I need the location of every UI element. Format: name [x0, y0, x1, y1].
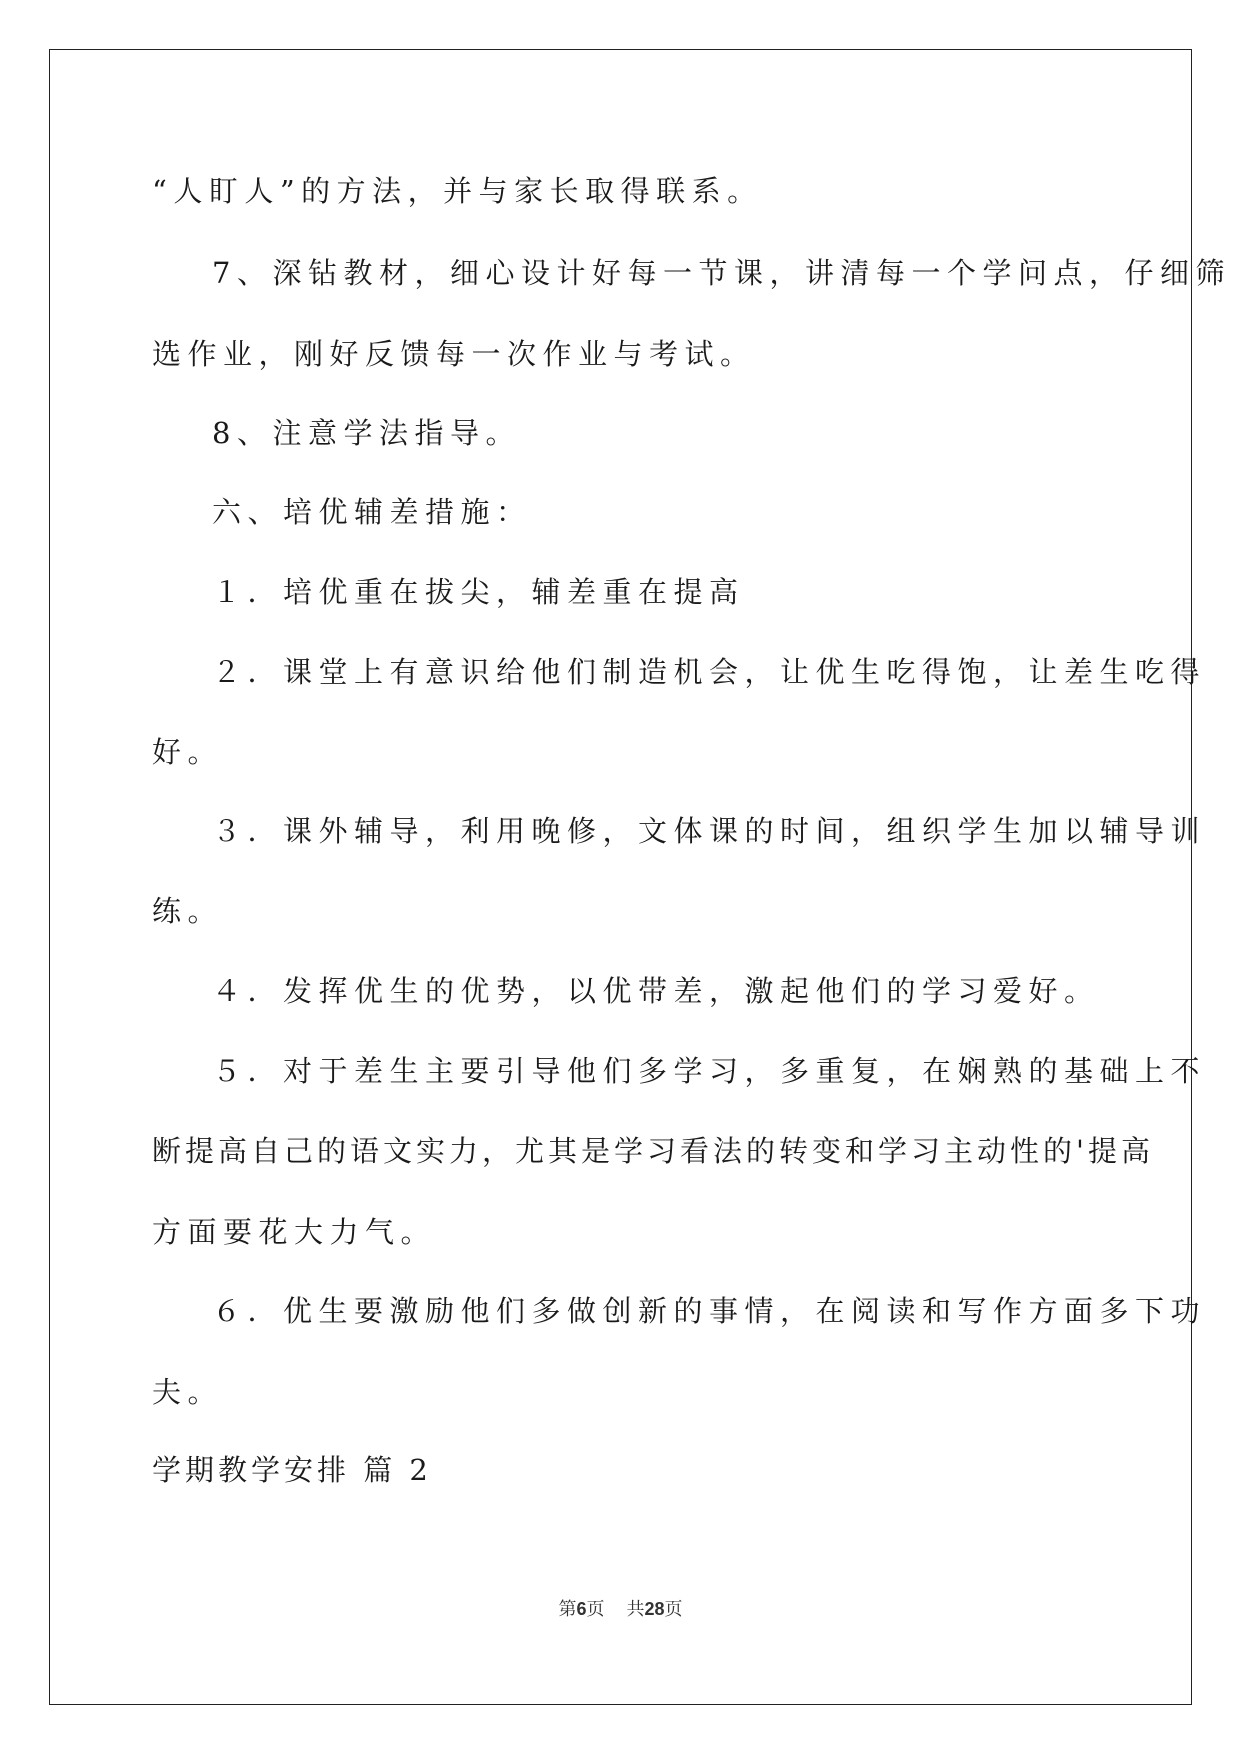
paragraph-line: 夫。	[152, 1375, 224, 1409]
paragraph-line: ５．对于差生主要引导他们多学习，多重复，在娴熟的基础上不	[212, 1054, 1207, 1088]
page-footer	[0, 1595, 1241, 1621]
paragraph-line: 7、深钻教材，细心设计好每一节课，讲清每一个学问点，仔细筛	[212, 256, 1231, 290]
footer-total-label: 页	[664, 1599, 683, 1619]
paragraph-line: ３．课外辅导，利用晚修，文体课的时间，组织学生加以辅导训	[212, 814, 1207, 848]
paragraph-line: 断提高自己的语文实力，尤其是学习看法的转变和学习主动性的'提高	[152, 1134, 1154, 1168]
paragraph-line: ２．课堂上有意识给他们制造机会，让优生吃得饱，让差生吃得	[212, 655, 1207, 689]
paragraph-line: ６．优生要激励他们多做创新的事情，在阅读和写作方面多下功	[212, 1294, 1207, 1328]
paragraph-line: 六、培优辅差措施：	[212, 495, 532, 529]
paragraph-line: 选作业，刚好反馈每一次作业与考试。	[152, 337, 756, 371]
footer-page-label: 页	[586, 1599, 605, 1619]
paragraph-line: 练。	[152, 894, 224, 928]
paragraph-line: 好。	[152, 735, 224, 769]
total-pages-number: 28	[644, 1599, 665, 1619]
paragraph-line: 方面要花大力气。	[152, 1215, 437, 1249]
paragraph-line: “人盯人”的方法，并与家长取得联系。	[152, 174, 763, 208]
section-heading: 学期教学安排 篇 2	[152, 1453, 432, 1487]
footer-prefix: 第	[558, 1599, 577, 1619]
current-page-number: 6	[576, 1599, 587, 1619]
paragraph-line: １．培优重在拔尖，辅差重在提高	[212, 575, 745, 609]
footer-total-prefix: 共	[626, 1599, 645, 1619]
paragraph-line: 8、注意学法指导。	[212, 416, 521, 450]
paragraph-line: ４．发挥优生的优势，以优带差，激起他们的学习爱好。	[212, 974, 1100, 1008]
